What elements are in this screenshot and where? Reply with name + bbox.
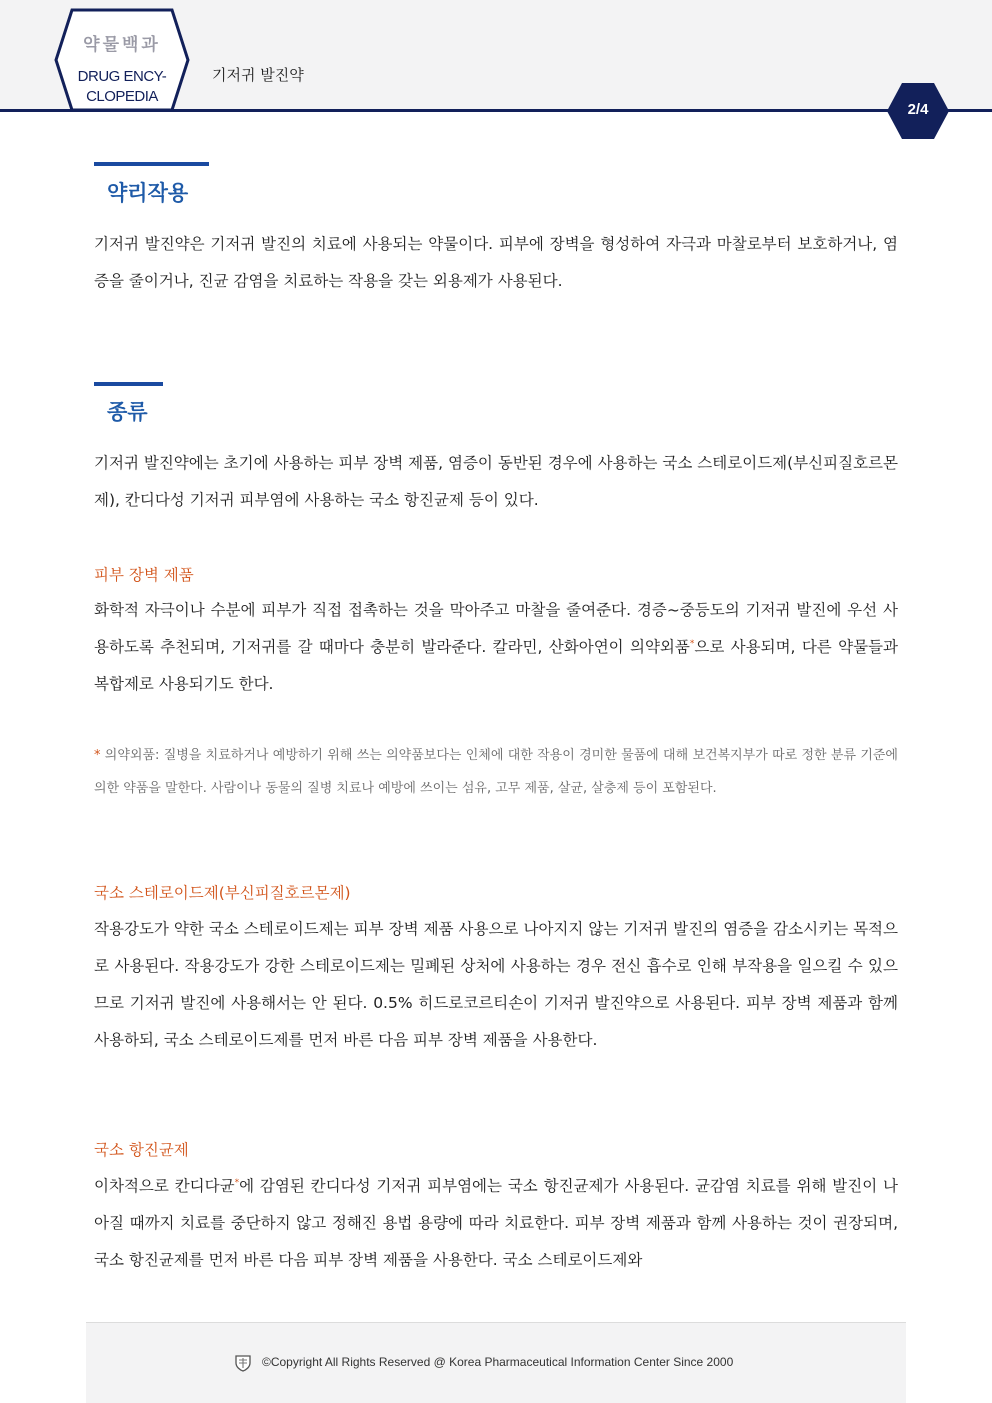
antifungal-text-2: 에 감염된 칸디다성 기저귀 피부염에는 국소 항진균제가 사용된다. 균감염 치료를 위해 발진이 나아질 때까지 치료를 중단하지 않고 정해진 용법 용량에 따라 치료한다. 피부 장벽 제품과 함께 사용하는 것이 권장되며, 국소 항진균제를 먼저 바른 다음 피부 장벽 제품을 사용한다. 국소 스테로이드제와 <box>94 1177 898 1269</box>
shield-emblem-icon <box>235 1354 251 1372</box>
barrier-text-2: 으로 사용되며, 다른 약물들과 복합제로 사용되기도 한다. <box>94 638 898 693</box>
types-paragraph: 기저귀 발진약에는 초기에 사용하는 피부 장벽 제품, 염증이 동반된 경우에 사용하는 국소 스테로이드제(부신피질호르몬제), 칸디다성 기저귀 피부염에 사용하는 국소 항진균제 등이 있다. <box>94 454 898 509</box>
copyright-text: ©Copyright All Rights Reserved @ Korea Pharmaceutical Information Center Since 2000 <box>262 1355 734 1369</box>
subhead-steroid: 국소 스테로이드제(부신피질호르몬제) <box>94 884 351 902</box>
steroid-paragraph: 작용강도가 약한 국소 스테로이드제는 피부 장벽 제품 사용으로 나아지지 않는 기저귀 발진의 염증을 감소시키는 목적으로 사용된다. 작용강도가 강한 스테로이드제는 밀폐된 상처에 사용하는 경우 전신 흡수로 인해 부작용을 일으킬 수 있으므로 기저귀 발진에 사용해서는 안 된다. 0.5% 히드로코르티손이 기저귀 발진약으로 사용된다. 피부 장벽 제품과 함께 사용하되, 국소 스테로이드제를 먼저 바른 다음 피부 장벽 제품을 사용한다. <box>94 920 898 1049</box>
drug-encyclopedia-logo[interactable] <box>52 8 192 112</box>
subhead-barrier: 피부 장벽 제품 <box>94 566 194 584</box>
footnote-marker: * <box>689 638 695 649</box>
footer <box>86 1322 906 1403</box>
section-bar-types <box>94 382 163 386</box>
page-number-badge <box>886 82 950 140</box>
logo-english-line2: CLOPEDIA <box>86 88 158 105</box>
footnote-marker: * <box>234 1177 240 1188</box>
barrier-text-1: 화학적 자극이나 수분에 피부가 직접 접촉하는 것을 막아주고 마찰을 줄여준다. 경증~중등도의 기저귀 발진에 우선 사용하도록 추천되며, 기저귀를 갈 때마다 충분히 발라준다. 칼라민, 산화아연이 의약외품 <box>94 601 898 656</box>
subhead-antifungal: 국소 항진균제 <box>94 1141 189 1159</box>
logo-korean-text: 약물백과 <box>83 35 161 55</box>
footnote-text: 의약외품: 질병을 치료하거나 예방하기 위해 쓰는 의약품보다는 인체에 대한 작용이 경미한 물품에 대해 보건복지부가 따로 정한 분류 기준에 의한 약품을 말한다. 사람이나 동물의 질병 치료나 예방에 쓰이는 섬유, 고무 제품, 살균, 살충제 등이 포함된다. <box>94 748 898 796</box>
section-title-action: 약리작용 <box>107 181 189 205</box>
antifungal-paragraph <box>94 1168 898 1279</box>
section-title-types: 종류 <box>107 400 148 424</box>
footnote-star: * <box>94 748 101 763</box>
action-paragraph: 기저귀 발진약은 기저귀 발진의 치료에 사용되는 약물이다. 피부에 장벽을 형성하여 자극과 마찰로부터 보호하거나, 염증을 줄이거나, 진균 감염을 치료하는 작용을 갖는 외용제가 사용된다. <box>94 235 898 290</box>
footnote-quasi-drug <box>94 739 898 805</box>
antifungal-text-1: 이차적으로 칸디다균 <box>94 1177 235 1195</box>
barrier-paragraph <box>94 592 898 703</box>
logo-english-line1: DRUG ENCY- <box>77 68 167 85</box>
document-title: 기저귀 발진약 <box>212 66 304 84</box>
page-number: 2/4 <box>907 101 929 118</box>
section-bar-action <box>94 162 209 166</box>
